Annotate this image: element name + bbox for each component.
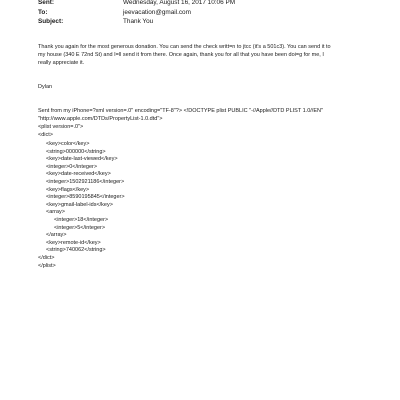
paragraph-line: really appreciate it. (38, 60, 85, 66)
plist-line: <integer>8590195845</integer> (46, 194, 125, 201)
plist-line: <string>000000</string> (46, 148, 106, 155)
sent-label: Sent: (38, 0, 54, 6)
plist-line: <key>date-last-viewed</key> (46, 156, 118, 163)
plist-line: <integer>0</integer> (46, 163, 98, 170)
plist-line: <integer>1502921186</integer> (46, 178, 125, 185)
sent-from-line: Sent from my iPhone=?xml version=.0" encoding="TF-8"?> <!DOCTYPE plist PUBLIC "-//Apple//DTD PLIST 1.0//EN" (38, 108, 323, 114)
plist-line: <string>740062</string> (46, 247, 106, 254)
plist-line: <array> (46, 209, 65, 216)
plist-line: </array> (46, 232, 67, 239)
plist-line: <key>date-received</key> (46, 171, 111, 178)
paragraph-line: Thank you again for the most generous donation. You can send the check writt=n to jtcc (it's a 501c3). You can send it to (38, 44, 331, 50)
plist-line: <key>color</key> (46, 141, 90, 147)
sent-from-line: "http://www.apple.com/DTDs/PropertyList-1.0.dtd"> (38, 116, 163, 122)
to-value: jeevacation@gmail.com (123, 9, 191, 16)
plist-line: <integer>5</integer> (54, 224, 106, 231)
plist-line: <integer>18</integer> (54, 216, 109, 223)
sent-from-line: <dict> (38, 132, 53, 138)
signature-name: Dylan (38, 84, 53, 90)
plist-line: </plist> (38, 262, 56, 269)
plist-line: <key>remote-id</key> (46, 239, 101, 246)
plist-line: <key>gmail-label-ids</key> (46, 201, 113, 208)
to-label: To: (38, 9, 48, 16)
sent-from-line: <plist version=.0"> (38, 124, 84, 130)
paragraph-line: my house (340 E 72nd St) and I=ll send it from there. Once again, thank you for all that you have been doi=g for me, I (38, 52, 324, 58)
subject-value: Thank You (123, 18, 154, 25)
signature (38, 83, 388, 91)
plist-block (38, 141, 388, 270)
plist-line: </dict> (38, 254, 55, 261)
sent-value: Wednesday, August 16, 2017 10:06 PM (123, 0, 236, 6)
plist-line: <key>flags</key> (46, 186, 90, 193)
message-paragraph (38, 43, 388, 67)
subject-row (38, 17, 388, 27)
sent-row (38, 0, 388, 8)
subject-label: Subject: (38, 18, 64, 25)
sent-from-block (38, 107, 388, 139)
